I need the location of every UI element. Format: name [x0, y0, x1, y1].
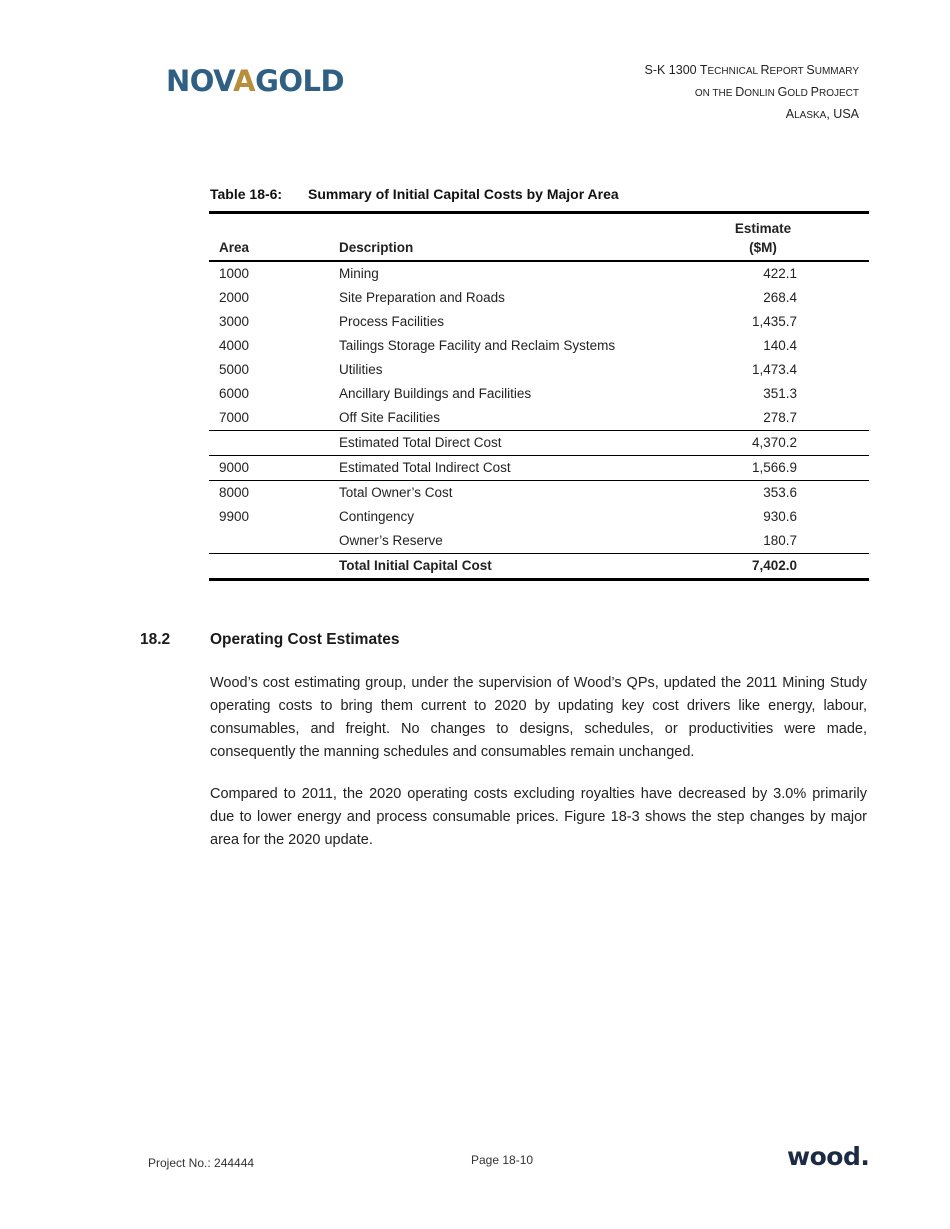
- table-body: [209, 261, 869, 580]
- area-cell: 2000: [219, 290, 250, 305]
- description-cell: Contingency: [339, 509, 415, 524]
- table-row: [209, 334, 869, 358]
- section-title: Operating Cost Estimates: [210, 631, 400, 648]
- description-cell: Estimated Total Indirect Cost: [339, 456, 699, 481]
- paragraph-1: Wood’s cost estimating group, under the supervision of Wood’s QPs, updated the 2011 Mining Study operating costs to bring them current to 2020 by updating key cost drivers like energy, labour, consumables, and freight. No changes to designs, schedules, or productivities were made, consequently the manning schedules and consumables remain unchanged.: [210, 675, 867, 760]
- table-row: [209, 382, 869, 406]
- table-number: Table 18-6:: [210, 186, 283, 202]
- table-row: [209, 406, 869, 431]
- area-cell: 3000: [219, 314, 250, 329]
- report-header: [644, 60, 859, 126]
- area-cell: 9900: [219, 509, 250, 524]
- estimate-cell: 7,402.0: [699, 554, 869, 580]
- section-number: 18.2: [140, 631, 171, 648]
- area-cell: 9000: [209, 456, 339, 481]
- table-row: [209, 261, 869, 286]
- area-cell: 6000: [219, 386, 250, 401]
- table-row: [209, 286, 869, 310]
- estimate-cell: 278.7: [763, 410, 797, 425]
- table-row: [209, 505, 869, 529]
- estimate-cell: 422.1: [763, 266, 797, 281]
- table-row: [209, 310, 869, 334]
- project-number: Project No.: 244444: [148, 1156, 255, 1170]
- table-row: [209, 554, 869, 580]
- header-line-2: ON THE DONLIN GOLD PROJECT: [694, 85, 859, 99]
- description-cell: Total Initial Capital Cost: [339, 554, 699, 580]
- description-cell: Tailings Storage Facility and Reclaim Systems: [339, 338, 616, 353]
- paragraph-2: Compared to 2011, the 2020 operating costs excluding royalties have decreased by 3.0% primarily due to lower energy and process consumable prices. Figure 18-3 shows the step changes by major area for the 2020 update.: [210, 786, 867, 848]
- capital-cost-table: [209, 211, 869, 581]
- estimate-cell: 1,473.4: [751, 362, 797, 377]
- header-line-3: ALASKA, USA: [785, 107, 859, 121]
- estimate-cell: 140.4: [763, 338, 797, 353]
- logo-accent: A: [233, 64, 256, 98]
- description-cell: Estimated Total Direct Cost: [339, 431, 699, 456]
- description-cell: Site Preparation and Roads: [339, 290, 505, 305]
- description-cell: Off Site Facilities: [339, 410, 441, 425]
- estimate-cell: 351.3: [763, 386, 797, 401]
- description-cell: Utilities: [339, 362, 383, 377]
- description-cell: Mining: [339, 266, 379, 281]
- area-cell: 5000: [219, 362, 250, 377]
- table-caption: [210, 186, 619, 202]
- area-cell: 8000: [209, 481, 339, 506]
- estimate-cell: 4,370.2: [699, 431, 869, 456]
- header-line-1: S-K 1300 TECHNICAL REPORT SUMMARY: [644, 63, 859, 77]
- description-cell: Ancillary Buildings and Facilities: [339, 386, 532, 401]
- description-cell: Process Facilities: [339, 314, 445, 329]
- area-cell: 7000: [219, 410, 250, 425]
- description-cell: Owner’s Reserve: [339, 533, 443, 548]
- table-row: [209, 481, 869, 506]
- col-header-estimate: Estimate ($M): [699, 213, 869, 262]
- col-header-area: Area: [209, 213, 339, 262]
- table-row: [209, 358, 869, 382]
- area-cell: [209, 529, 339, 554]
- wood-logo: wood.: [787, 1142, 870, 1171]
- novagold-logo: NOVAGOLD: [166, 64, 345, 98]
- page-number: Page 18-10: [471, 1153, 534, 1167]
- estimate-cell: 353.6: [699, 481, 869, 506]
- estimate-cell: 180.7: [763, 533, 797, 548]
- area-cell: [209, 554, 339, 580]
- col-header-description: Description: [339, 213, 699, 262]
- table-row: [209, 431, 869, 456]
- table-title: Summary of Initial Capital Costs by Major Area: [308, 186, 619, 202]
- table-row: [209, 456, 869, 481]
- table-row: [209, 529, 869, 554]
- table-header-row: [209, 213, 869, 262]
- estimate-cell: 268.4: [763, 290, 797, 305]
- estimate-cell: 1,435.7: [751, 314, 797, 329]
- estimate-cell: 930.6: [763, 509, 797, 524]
- area-cell: 4000: [219, 338, 250, 353]
- area-cell: [209, 431, 339, 456]
- estimate-cell: 1,566.9: [699, 456, 869, 481]
- area-cell: 1000: [219, 266, 250, 281]
- description-cell: Total Owner’s Cost: [339, 481, 699, 506]
